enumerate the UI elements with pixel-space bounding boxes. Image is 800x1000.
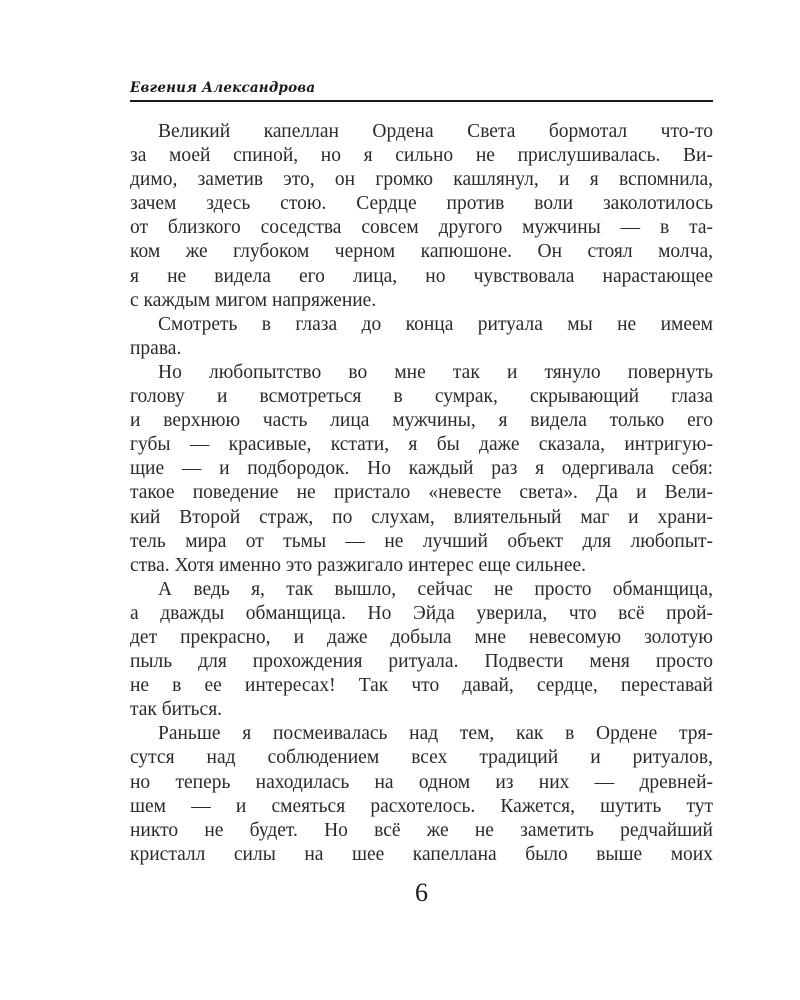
text-line: Но любопытство во мне так и тянуло повернуть [158,361,713,383]
text-line: пыль для прохождения ритуала. Подвести меня просто [130,651,713,673]
text-line: от близкого соседства совсем другого мужчины — в та- [130,217,713,239]
text-line: сутся над соблюдением всех традиций и ритуалов, [130,747,713,769]
text-line: димо, заметив это, он громко кашлянул, и я вспомнила, [130,169,713,191]
running-head [130,78,713,102]
text-line: так биться. [130,699,223,721]
text-line: кристалл силы на шее капеллана было выше моих [130,843,713,865]
text-line: А ведь я, так вышло, сейчас не просто обманщица, [158,578,713,600]
text-line: права. [130,337,182,359]
text-line: но теперь находилась на одном из них — древней- [130,771,713,793]
body-text [130,120,713,867]
text-line: никто не будет. Но всё же не заметить редчайший [130,819,713,841]
author-name: Евгения Александрова [130,80,316,96]
page-number: 6 [415,878,428,907]
text-line: губы — красивые, кстати, я бы даже сказала, интригую- [130,434,713,456]
text-line: такое поведение не пристало «невесте света». Да и Вели- [130,482,713,504]
text-line: ком же глубоком черном капюшоне. Он стоял молча, [130,241,713,263]
text-line: зачем здесь стою. Сердце против воли заколотилось [130,193,713,215]
text-line: с каждым мигом напряжение. [130,289,377,311]
text-line: ства. Хотя именно это разжигало интерес еще сильнее. [130,554,587,576]
text-line: кий Второй страж, по слухам, влиятельный маг и храни- [130,506,713,528]
text-line: Смотреть в глаза до конца ритуала мы не имеем [158,313,713,335]
text-line: шем — и смеяться расхотелось. Кажется, шутить тут [130,795,713,817]
text-line: а дважды обманщица. Но Эйда уверила, что всё прой- [130,602,713,624]
text-line: щие — и подбородок. Но каждый раз я одергивала себя: [130,458,713,480]
text-line: и верхнюю часть лица мужчины, я видела только его [130,410,713,432]
text-line: голову и всмотреться в сумрак, скрывающий глаза [130,386,713,408]
text-line: Раньше я посмеивалась над тем, как в Ордене тря- [158,723,713,745]
text-line: Великий капеллан Ордена Света бормотал что-то [158,121,713,142]
text-line: тель мира от тьмы — не лучший объект для любопыт- [130,530,713,552]
text-line: за моей спиной, но я сильно не прислушивалась. Ви- [130,145,713,167]
text-line: дет прекрасно, и даже добыла мне невесомую золотую [130,626,713,648]
text-line: я не видела его лица, но чувствовала нарастающее [130,265,713,287]
text-line: не в ее интересах! Так что давай, сердце, переставай [130,675,713,697]
